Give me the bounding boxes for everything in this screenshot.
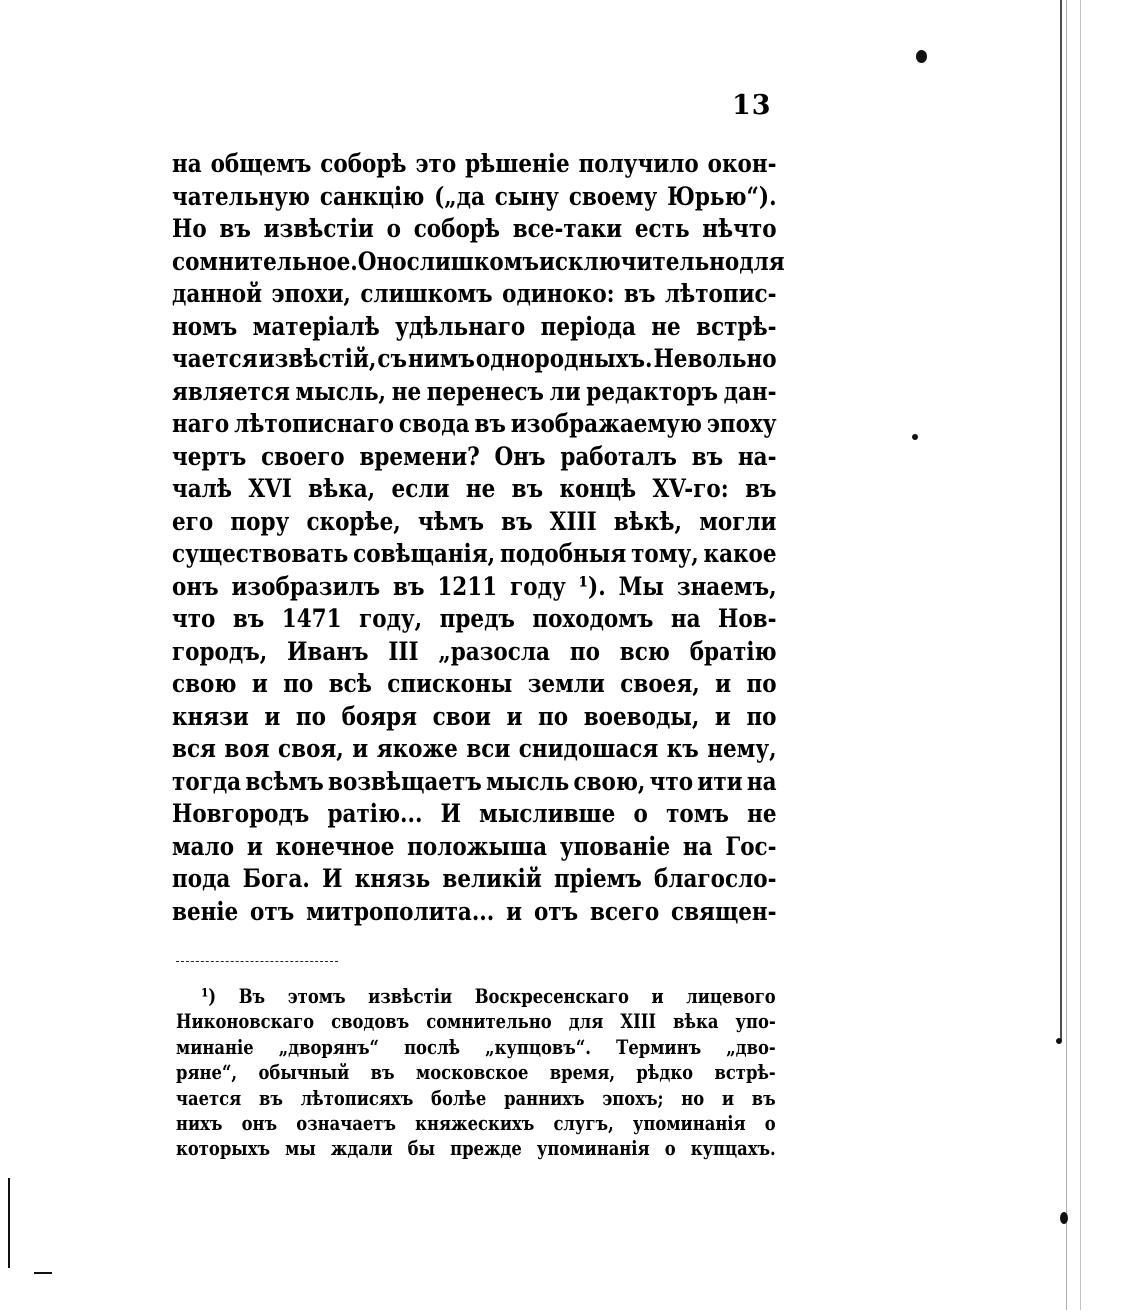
word: всю bbox=[619, 636, 670, 666]
word: подобныя bbox=[499, 539, 627, 568]
word: пору bbox=[230, 506, 290, 536]
word: Иванъ bbox=[287, 636, 369, 666]
text-line bbox=[172, 506, 777, 539]
word: снидошася bbox=[518, 734, 659, 763]
text-line bbox=[172, 733, 777, 766]
word: есть bbox=[634, 214, 690, 243]
word: и bbox=[506, 701, 523, 731]
word: время, bbox=[549, 1061, 616, 1085]
word: бояря bbox=[341, 701, 418, 731]
text-line bbox=[172, 766, 777, 799]
word: слишкомъ bbox=[360, 279, 493, 308]
word: княжескихъ bbox=[415, 1111, 535, 1135]
word: рѣшеніе bbox=[465, 149, 570, 178]
word: въ bbox=[624, 279, 656, 308]
word: городъ, bbox=[172, 636, 268, 666]
word: ити bbox=[697, 766, 743, 796]
word: послѣ bbox=[404, 1035, 461, 1059]
word: рѣдко bbox=[636, 1061, 694, 1085]
word: изобразилъ bbox=[231, 571, 381, 601]
word: какое bbox=[703, 539, 777, 568]
word: для bbox=[568, 1010, 604, 1034]
word: и bbox=[352, 734, 369, 763]
word: митрополита... bbox=[306, 896, 495, 926]
footnote-line bbox=[176, 1086, 776, 1111]
word: о bbox=[633, 799, 648, 828]
page-edge-line bbox=[1080, 0, 1081, 1310]
text-line bbox=[172, 213, 777, 246]
word: въ bbox=[393, 571, 425, 601]
word: Гос- bbox=[725, 831, 777, 861]
word: чательную bbox=[172, 181, 310, 211]
text-line bbox=[172, 831, 777, 864]
word: пода bbox=[172, 864, 231, 893]
word: сыну bbox=[494, 181, 559, 211]
word: которыхъ bbox=[176, 1137, 271, 1161]
word: скорѣе, bbox=[306, 506, 401, 536]
word: наго bbox=[172, 409, 230, 438]
word: Онъ bbox=[494, 441, 546, 471]
word: воя bbox=[224, 734, 270, 763]
word: дан- bbox=[723, 376, 777, 406]
word: Нов- bbox=[718, 604, 777, 633]
footnote-separator bbox=[176, 961, 338, 962]
word: его bbox=[172, 506, 214, 536]
footnote-line bbox=[176, 1060, 776, 1085]
word: Оно bbox=[357, 246, 407, 276]
word: обычный bbox=[258, 1061, 350, 1085]
word: сводовъ bbox=[331, 1010, 410, 1034]
text-line bbox=[172, 376, 777, 409]
word: лѣтопис- bbox=[664, 279, 777, 308]
ink-speck bbox=[912, 434, 918, 440]
word: своя, bbox=[278, 734, 344, 763]
text-line bbox=[172, 278, 777, 311]
word: по bbox=[746, 669, 777, 698]
word: мало bbox=[172, 831, 235, 861]
word: и bbox=[714, 701, 731, 731]
word: періода bbox=[540, 311, 636, 341]
word: что bbox=[172, 604, 216, 633]
word: на bbox=[172, 149, 202, 178]
word: эпохи, bbox=[271, 279, 351, 308]
word: и bbox=[251, 669, 268, 698]
word: положыша bbox=[407, 831, 548, 861]
word: времени? bbox=[359, 441, 480, 471]
text-line bbox=[172, 636, 777, 669]
word: свою bbox=[172, 669, 237, 698]
word: отъ bbox=[250, 896, 295, 926]
word: мысль bbox=[486, 766, 570, 796]
word: томъ bbox=[666, 799, 729, 828]
word: Воскресенскаго bbox=[474, 985, 629, 1008]
word: слугъ, bbox=[553, 1111, 614, 1135]
word: онъ bbox=[172, 571, 219, 601]
left-edge-line bbox=[8, 1178, 10, 1268]
word: отъ bbox=[533, 896, 579, 926]
word: для bbox=[739, 246, 785, 276]
word: о bbox=[764, 1111, 776, 1135]
word: вся bbox=[172, 734, 216, 763]
word: пріемъ bbox=[554, 864, 642, 893]
word: веніе bbox=[172, 896, 239, 926]
word: и bbox=[651, 985, 664, 1008]
footnote-line bbox=[176, 1035, 776, 1060]
text-line bbox=[172, 603, 777, 636]
word: чертъ bbox=[172, 441, 247, 471]
word: эпоху bbox=[706, 409, 777, 438]
word: и bbox=[715, 669, 732, 698]
word: но bbox=[681, 1086, 705, 1110]
word: вси bbox=[466, 734, 511, 763]
word: и bbox=[246, 831, 263, 861]
text-line bbox=[172, 311, 777, 344]
word: нимъ bbox=[408, 344, 475, 373]
word: и bbox=[506, 896, 523, 926]
word: по bbox=[538, 701, 569, 731]
word: московское bbox=[415, 1061, 529, 1085]
word: тому, bbox=[631, 539, 699, 568]
word: бы bbox=[407, 1137, 436, 1161]
word: извѣстіи bbox=[368, 985, 453, 1008]
text-line bbox=[172, 863, 777, 896]
word: ряне“, bbox=[176, 1061, 238, 1085]
word: встрѣ- bbox=[714, 1061, 776, 1085]
footnote-line bbox=[176, 1136, 776, 1161]
word: это bbox=[415, 149, 457, 178]
word: вѣка bbox=[673, 1010, 719, 1034]
word: чѣмъ bbox=[417, 506, 484, 536]
ink-speck bbox=[916, 50, 927, 63]
word: XIII bbox=[549, 506, 597, 536]
word: свои bbox=[432, 701, 491, 731]
word: Терминъ bbox=[616, 1035, 702, 1059]
word: не bbox=[651, 311, 681, 341]
word: XIII bbox=[620, 1010, 657, 1034]
word: извѣстій, bbox=[258, 344, 377, 373]
word: лицевого bbox=[686, 985, 776, 1008]
main-text bbox=[172, 148, 785, 928]
word: раннихъ bbox=[504, 1086, 585, 1110]
text-line bbox=[172, 538, 777, 571]
word: на bbox=[670, 604, 701, 633]
word: И bbox=[322, 864, 343, 893]
word: году bbox=[510, 571, 566, 601]
word: Юрью“). bbox=[667, 181, 777, 211]
word: не bbox=[747, 799, 777, 828]
word: И bbox=[440, 799, 461, 828]
word: „разосла bbox=[438, 636, 550, 666]
word: всего bbox=[589, 896, 660, 926]
word: мы bbox=[285, 1137, 316, 1161]
text-line bbox=[172, 343, 777, 376]
word: редакторъ bbox=[586, 376, 718, 406]
word: въ bbox=[232, 604, 265, 633]
text-line bbox=[172, 571, 777, 604]
word: вѣкѣ, bbox=[613, 506, 683, 536]
word: не bbox=[465, 474, 496, 503]
footnote-line bbox=[176, 1009, 776, 1034]
word: всѣ bbox=[328, 669, 372, 698]
word: году, bbox=[359, 604, 423, 633]
word: своего bbox=[261, 441, 345, 471]
footnote bbox=[176, 984, 776, 1162]
word: нихъ bbox=[176, 1111, 223, 1135]
word: о bbox=[664, 1137, 676, 1161]
word: 1211 bbox=[437, 571, 498, 601]
word: лѣтописяхъ bbox=[300, 1086, 414, 1110]
footnote-line bbox=[176, 984, 776, 1009]
text-line bbox=[172, 668, 777, 701]
word: данной bbox=[172, 279, 263, 308]
word: исключительно bbox=[538, 246, 740, 276]
word: чается bbox=[172, 344, 258, 373]
word: о bbox=[386, 214, 401, 243]
word: упоминанія bbox=[536, 1137, 650, 1161]
word: встрѣ- bbox=[696, 311, 777, 341]
word: въ bbox=[511, 474, 544, 503]
word: общемъ bbox=[210, 149, 312, 178]
word: и bbox=[721, 1086, 735, 1110]
word: онъ bbox=[241, 1111, 278, 1135]
page-edge-line bbox=[1060, 0, 1062, 1040]
word: ратію... bbox=[327, 799, 423, 828]
word: Бога. bbox=[242, 864, 310, 893]
footnote-line bbox=[176, 1111, 776, 1136]
word: III bbox=[388, 636, 419, 666]
word: могли bbox=[699, 506, 777, 536]
word: является bbox=[172, 376, 290, 406]
word: упоминанія bbox=[632, 1111, 746, 1135]
word: священ- bbox=[671, 896, 777, 926]
word: соборѣ bbox=[413, 214, 500, 243]
word: ли bbox=[549, 376, 581, 406]
word: этомъ bbox=[287, 985, 346, 1008]
word: къ bbox=[666, 734, 699, 763]
word: по bbox=[295, 701, 327, 731]
word: Мы bbox=[618, 571, 664, 601]
word: ждали bbox=[330, 1137, 393, 1161]
text-line bbox=[172, 701, 777, 734]
word: походомъ bbox=[532, 604, 654, 633]
word: означаетъ bbox=[296, 1111, 396, 1135]
text-line bbox=[172, 441, 777, 474]
word: эпохъ; bbox=[602, 1086, 664, 1110]
word: чалѣ bbox=[172, 474, 232, 503]
word: нему, bbox=[707, 734, 777, 763]
word: извѣстіи bbox=[263, 214, 374, 243]
word: если bbox=[391, 474, 450, 503]
word: что bbox=[649, 766, 694, 796]
word: братію bbox=[689, 636, 777, 666]
word: упованіе bbox=[559, 831, 671, 861]
word: „купцовъ“. bbox=[485, 1035, 591, 1059]
word: работалъ bbox=[560, 441, 677, 471]
word: вѣка, bbox=[308, 474, 376, 503]
word: по bbox=[569, 636, 600, 666]
word: въ bbox=[474, 409, 506, 438]
word: сомнительное. bbox=[172, 246, 358, 276]
word: свода bbox=[398, 409, 470, 438]
word: „дво- bbox=[726, 1035, 776, 1059]
word: Новгородъ bbox=[172, 799, 310, 828]
word: совѣщанія, bbox=[353, 539, 496, 568]
word: списконы bbox=[387, 669, 513, 698]
word: номъ bbox=[172, 311, 238, 341]
word: купцахъ. bbox=[690, 1137, 776, 1161]
word: Въ bbox=[238, 985, 266, 1008]
word: возвѣщаетъ bbox=[328, 766, 482, 796]
word: концѣ bbox=[559, 474, 637, 503]
word: не bbox=[391, 376, 422, 406]
word: тогда bbox=[172, 766, 242, 796]
word: и bbox=[264, 701, 281, 731]
word: въ bbox=[751, 1086, 776, 1110]
edge-dash bbox=[34, 1272, 52, 1274]
word: на bbox=[682, 831, 713, 861]
word: Но bbox=[172, 214, 207, 243]
word: съ bbox=[377, 344, 408, 373]
word: великій bbox=[442, 864, 542, 893]
word: знаемъ, bbox=[676, 571, 777, 601]
word: ¹) bbox=[201, 985, 217, 1008]
word: мысль, bbox=[295, 376, 387, 406]
word: XVI bbox=[248, 474, 292, 503]
word: въ bbox=[745, 474, 777, 503]
word: изображаемую bbox=[510, 409, 702, 438]
word: по bbox=[746, 701, 777, 731]
word: однородныхъ. bbox=[475, 344, 653, 373]
word: мысливше bbox=[479, 799, 616, 828]
word: воеводы, bbox=[583, 701, 700, 731]
word: минаніе bbox=[176, 1035, 254, 1059]
word: князь bbox=[354, 864, 431, 893]
word: перенесъ bbox=[426, 376, 544, 406]
word: своея, bbox=[620, 669, 700, 698]
word: въ bbox=[501, 506, 533, 536]
text-line bbox=[172, 408, 777, 441]
word: земли bbox=[527, 669, 605, 698]
word: предъ bbox=[439, 604, 515, 633]
word: слишкомъ bbox=[406, 246, 539, 276]
word: 1471 bbox=[281, 604, 342, 633]
word: „дворянъ“ bbox=[278, 1035, 379, 1059]
word: („да bbox=[434, 181, 485, 211]
word: свою, bbox=[573, 766, 646, 796]
word: въ bbox=[691, 441, 724, 471]
word: въ bbox=[370, 1061, 395, 1085]
word: на bbox=[746, 766, 777, 796]
word: удѣльнаго bbox=[395, 311, 526, 341]
word: нѣчто bbox=[702, 214, 777, 243]
word: лѣтописнаго bbox=[234, 409, 395, 438]
word: существовать bbox=[172, 539, 349, 568]
text-line bbox=[172, 246, 785, 279]
word: матеріалѣ bbox=[252, 311, 380, 341]
text-line bbox=[172, 181, 777, 214]
word: по bbox=[283, 669, 314, 698]
word: въ bbox=[219, 214, 251, 243]
word: князи bbox=[172, 701, 249, 731]
word: Невольно bbox=[653, 344, 777, 373]
word: окон- bbox=[707, 149, 777, 178]
word: чается bbox=[176, 1086, 242, 1110]
word: сомнительно bbox=[426, 1010, 552, 1034]
word: на- bbox=[737, 441, 777, 471]
word: санкцію bbox=[319, 181, 425, 211]
word: конечное bbox=[275, 831, 395, 861]
word: все-таки bbox=[512, 214, 623, 243]
word: ¹). bbox=[578, 571, 606, 601]
word: своему bbox=[568, 181, 658, 211]
word: XV-го: bbox=[652, 474, 729, 503]
page-edge-line bbox=[1066, 0, 1067, 1310]
text-line bbox=[172, 896, 777, 929]
word: прежде bbox=[450, 1137, 522, 1161]
word: соборѣ bbox=[320, 149, 407, 178]
text-line bbox=[172, 798, 777, 831]
word: всѣмъ bbox=[245, 766, 324, 796]
word: Никоновскаго bbox=[176, 1010, 315, 1034]
word: получило bbox=[578, 149, 699, 178]
page-number: 13 bbox=[732, 90, 772, 121]
word: упо- bbox=[735, 1010, 776, 1034]
word: якоже bbox=[376, 734, 458, 763]
word: болѣе bbox=[431, 1086, 487, 1110]
word: одиноко: bbox=[502, 279, 615, 308]
text-line bbox=[172, 148, 777, 181]
word: благосло- bbox=[654, 864, 777, 893]
word: въ bbox=[258, 1086, 283, 1110]
text-line bbox=[172, 473, 777, 506]
